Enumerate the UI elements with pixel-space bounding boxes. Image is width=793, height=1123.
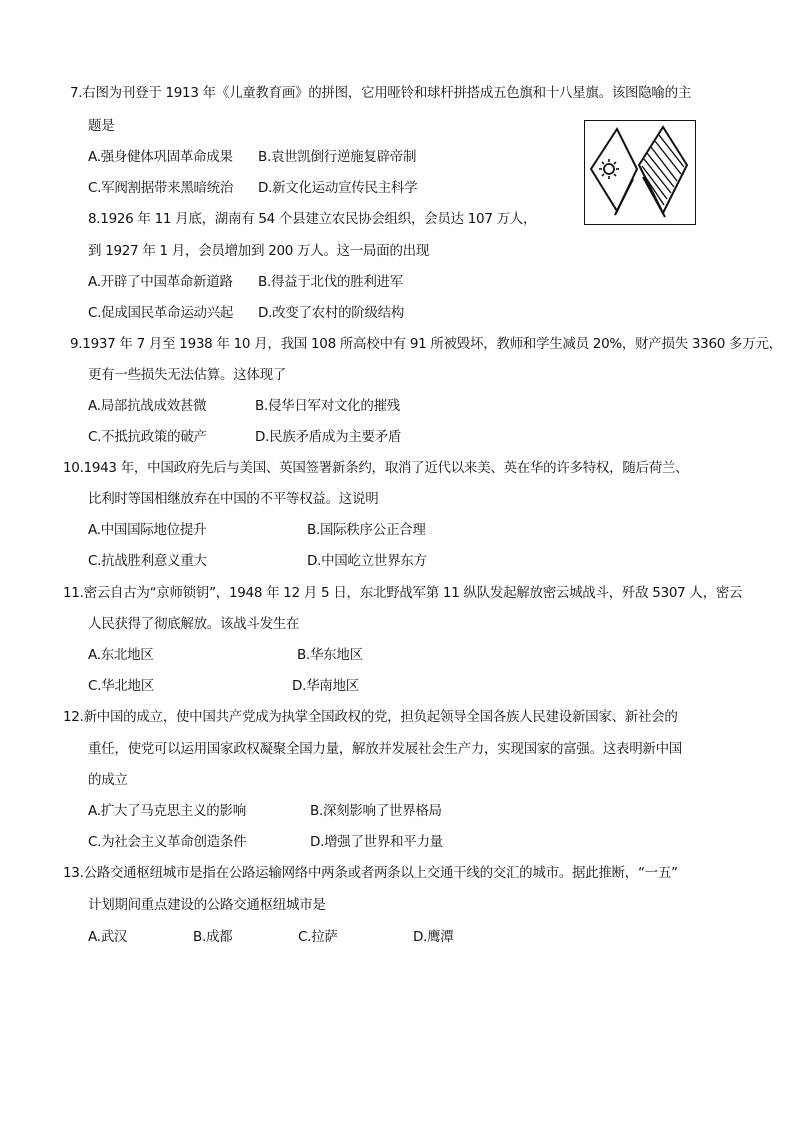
q11-stem-line1: 11.密云自古为“京师锁钥”，1948 年 12 月 5 日，东北野战军第 11 纵队发起解放密云城战斗，歼敌 5307 人，密云 (63, 585, 743, 601)
q11-option-d: D.华南地区 (292, 678, 359, 694)
q8-stem-line2: 到 1927 年 1 月，会员增加到 200 万人。这一局面的出现 (88, 243, 430, 259)
q7-stem-line2: 题是 (88, 118, 115, 134)
q13-option-b: B.成都 (193, 929, 233, 945)
q9-stem-line2: 更有一些损失无法估算。这体现了 (88, 367, 286, 383)
q9-option-c: C.不抵抗政策的破产 (88, 429, 207, 445)
q13-stem-line2: 计划期间重点建设的公路交通枢纽城市是 (88, 897, 326, 913)
q7-option-d: D.新文化运动宣传民主科学 (258, 180, 418, 196)
q13-option-d: D.鹰潭 (413, 929, 454, 945)
q10-stem-line2: 比利时等国相继放弃在中国的不平等权益。这说明 (88, 491, 379, 507)
q12-stem-line3: 的成立 (88, 772, 128, 788)
q10-option-d: D.中国屹立世界东方 (307, 553, 427, 569)
q7-option-c: C.军阀割据带来黑暗统治 (88, 180, 234, 196)
q8-option-a: A.开辟了中国革命新道路 (88, 274, 233, 290)
q8-option-d: D.改变了农村的阶级结构 (258, 305, 405, 321)
q11-option-a: A.东北地区 (88, 647, 154, 663)
q12-option-c: C.为社会主义革命创造条件 (88, 834, 247, 850)
q9-stem-line1: 9.1937 年 7 月至 1938 年 10 月，我国 108 所高校中有 91 所被毁坏，教师和学生减员 20%，财产损失 3360 多万元， (70, 336, 782, 352)
q11-option-b: B.华东地区 (297, 647, 363, 663)
flags-puzzle-figure (584, 120, 696, 225)
q9-option-b: B.侵华日军对文化的摧残 (255, 398, 400, 414)
q9-option-a: A.局部抗战成效甚微 (88, 398, 207, 414)
q12-stem-line1: 12.新中国的成立，使中国共产党成为执掌全国政权的党，担负起领导全国各族人民建设新国家、新社会的 (63, 709, 678, 725)
q7-stem-line1: 7.右图为刊登于 1913 年《儿童教育画》的拼图，它用哑铃和球杆拼搭成五色旗和十八星旗。该图隐喻的主 (70, 85, 692, 101)
q7-option-b: B.袁世凯倒行逆施复辟帝制 (258, 149, 417, 165)
q8-option-b: B.得益于北伐的胜利进军 (258, 274, 403, 290)
q10-option-c: C.抗战胜利意义重大 (88, 553, 207, 569)
q11-option-c: C.华北地区 (88, 678, 154, 694)
q8-option-c: C.促成国民革命运动兴起 (88, 305, 234, 321)
q12-option-a: A.扩大了马克思主义的影响 (88, 803, 246, 819)
q9-option-d: D.民族矛盾成为主要矛盾 (255, 429, 402, 445)
q12-option-b: B.深刻影响了世界格局 (310, 803, 442, 819)
q8-stem-line1: 8.1926 年 11 月底，湖南有 54 个县建立农民协会组织，会员达 107 万人， (88, 211, 537, 227)
crossed-flags-image (585, 121, 694, 223)
q12-option-d: D.增强了世界和平力量 (310, 834, 443, 850)
q7-option-a: A.强身健体巩固革命成果 (88, 149, 233, 165)
q10-stem-line1: 10.1943 年，中国政府先后与美国、英国签署新条约，取消了近代以来美、英在华的许多特权，随后荷兰、 (63, 460, 689, 476)
q13-option-c: C.拉萨 (298, 929, 338, 945)
q13-stem-line1: 13.公路交通枢纽城市是指在公路运输网络中两条或者两条以上交通干线的交汇的城市。据此推断，“一五” (63, 865, 678, 881)
q10-option-b: B.国际秩序公正合理 (307, 522, 426, 538)
q10-option-a: A.中国国际地位提升 (88, 522, 207, 538)
q12-stem-line2: 重任，使党可以运用国家政权凝聚全国力量，解放并发展社会生产力，实现国家的富强。这表明新中国 (88, 741, 682, 757)
q13-option-a: A.武汉 (88, 929, 128, 945)
q11-stem-line2: 人民获得了彻底解放。该战斗发生在 (88, 616, 300, 632)
